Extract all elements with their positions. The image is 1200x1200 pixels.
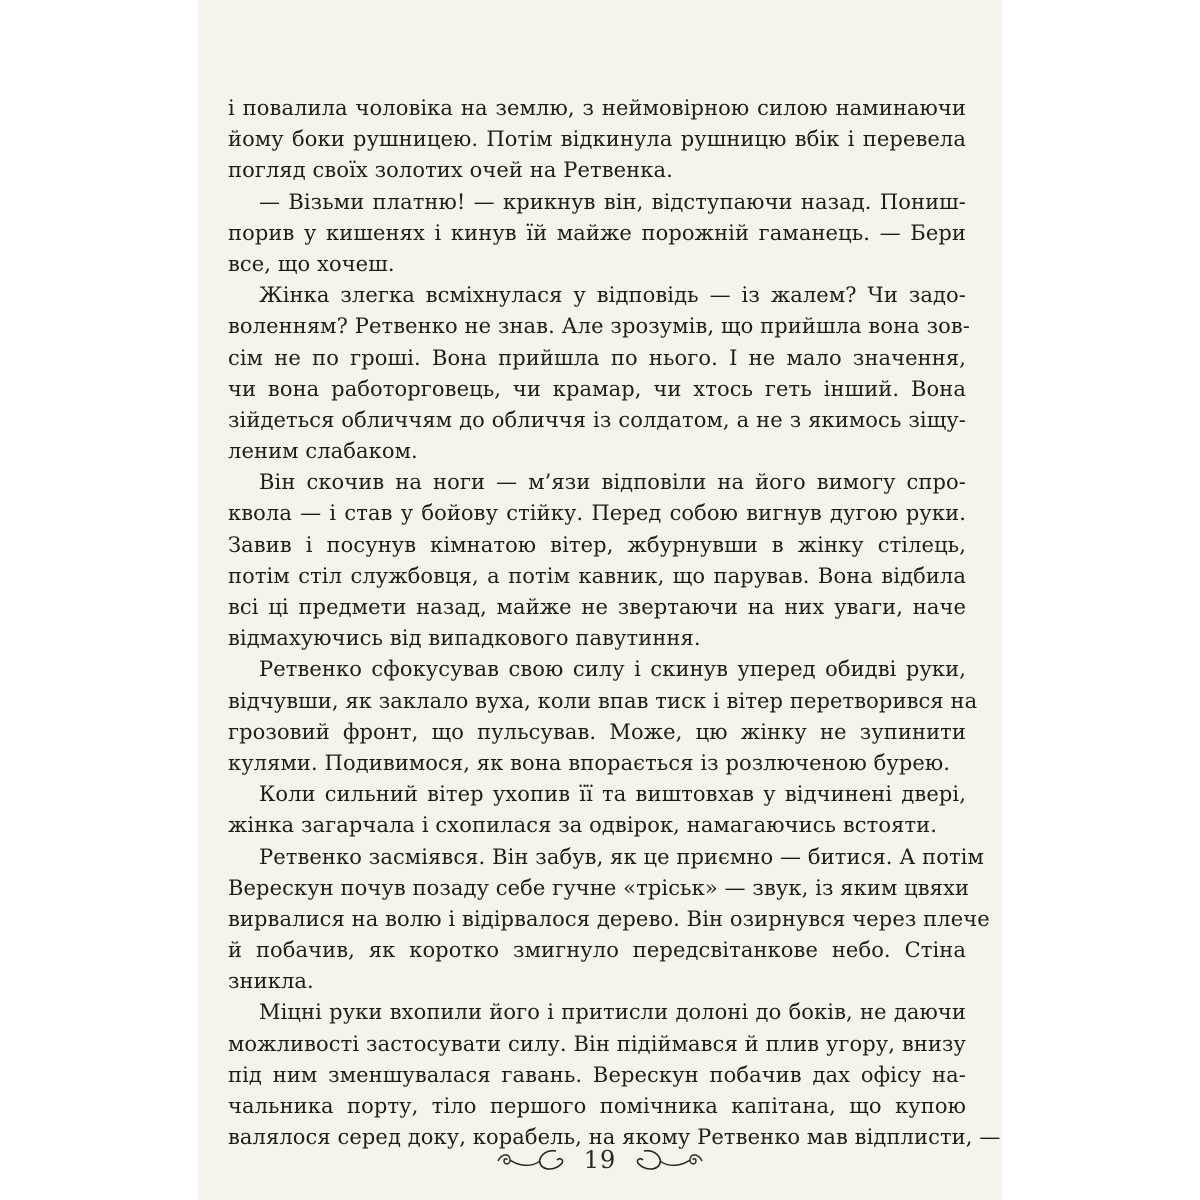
page-number: 19	[583, 1146, 617, 1174]
text-line: квола — і став у бойову стійку. Перед собою вигнув дугою руки.	[228, 501, 966, 526]
text-line: жінка загарчала і схопилася за одвірок, намагаючись встояти.	[228, 813, 938, 838]
text-line: сім не по гроші. Вона прийшла по нього. І не мало значення,	[228, 345, 966, 370]
text-line: відчувши, як заклало вуха, коли впав тиск і вітер перетворився на	[228, 688, 978, 713]
left-flourish-ornament	[494, 1145, 570, 1175]
text-line: потім стіл службовця, а потім кавник, що парував. Вона відбила	[228, 563, 966, 588]
text-line: зникла.	[228, 969, 314, 994]
text-line: Завив і посунув кімнатою вітер, жбурнувши в жінку стілець,	[228, 532, 966, 557]
text-line: Міцні руки вхопили його і притисли долоні до боків, не даючи	[259, 1000, 966, 1025]
page-footer	[198, 1145, 1002, 1175]
text-line: — Візьми платню! — крикнув він, відступаючи назад. Пониш-	[259, 189, 966, 214]
text-line: Коли сильний вітер ухопив її та виштовхав у відчинені двері,	[259, 782, 966, 807]
text-line: Він скочив на ноги — м’язи відповіли на його вимогу спро-	[259, 470, 966, 495]
text-line: й побачив, як коротко змигнуло передсвітанкове небо. Стіна	[228, 938, 966, 963]
text-line: Ретвенко засміявся. Він забув, як це приємно — битися. А потім	[259, 844, 984, 869]
text-line: порив у кишенях і кинув їй майже порожній гаманець. — Бери	[228, 220, 966, 245]
text-line: під ним зменшувалася гавань. Верескун побачив дах офісу на-	[228, 1062, 966, 1087]
text-line: йому боки рушницею. Потім відкинула рушницю вбік і перевела	[228, 127, 966, 152]
book-page	[198, 0, 1002, 1200]
right-flourish-ornament	[630, 1145, 706, 1175]
text-line: можливості застосувати силу. Він підіймався й плив угору, внизу	[228, 1031, 966, 1056]
text-line: чальника порту, тіло першого помічника капітана, що купою	[228, 1094, 966, 1118]
text-line: валялося серед доку, корабель, на якому Ретвенко мав відплисти, —	[228, 1125, 1001, 1150]
text-line: все, що хочеш.	[228, 251, 395, 276]
text-line: зійдеться обличчям до обличчя із солдатом, а не з якимось зіщу-	[228, 407, 966, 432]
text-line: Ретвенко сфокусував свою силу і скинув уперед обидві руки,	[259, 657, 966, 682]
text-line: відмахуючись від випадкового павутиння.	[228, 626, 701, 651]
text-line: грозовий фронт, що пульсував. Може, цю жінку не зупинити	[228, 719, 966, 744]
text-line: воленням? Ретвенко не знав. Але зрозумів, що прийшла вона зов-	[228, 314, 970, 339]
text-line: кулями. Подивимося, як вона впорається із розлюченою бурею.	[228, 750, 951, 775]
text-line: чи вона работорговець, чи крамар, чи хтось геть інший. Вона	[228, 376, 966, 401]
text-line: вирвалися на волю і відірвалося дерево. Він озирнувся через плече	[228, 906, 990, 931]
text-line: і повалила чоловіка на землю, з неймовірною силою наминаючи	[228, 96, 966, 120]
text-line: леним слабаком.	[228, 439, 418, 464]
text-line: Жінка злегка всміхнулася у відповідь — із жалем? Чи задо-	[259, 283, 966, 308]
text-line: всі ці предмети назад, майже не звертаючи на них уваги, наче	[228, 595, 966, 619]
text-line: Верескун почув позаду себе гучне «тріськ» — звук, із яким цвяхи	[228, 875, 970, 900]
body-text	[228, 93, 1001, 1153]
text-line: погляд своїх золотих очей на Ретвенка.	[228, 158, 673, 183]
